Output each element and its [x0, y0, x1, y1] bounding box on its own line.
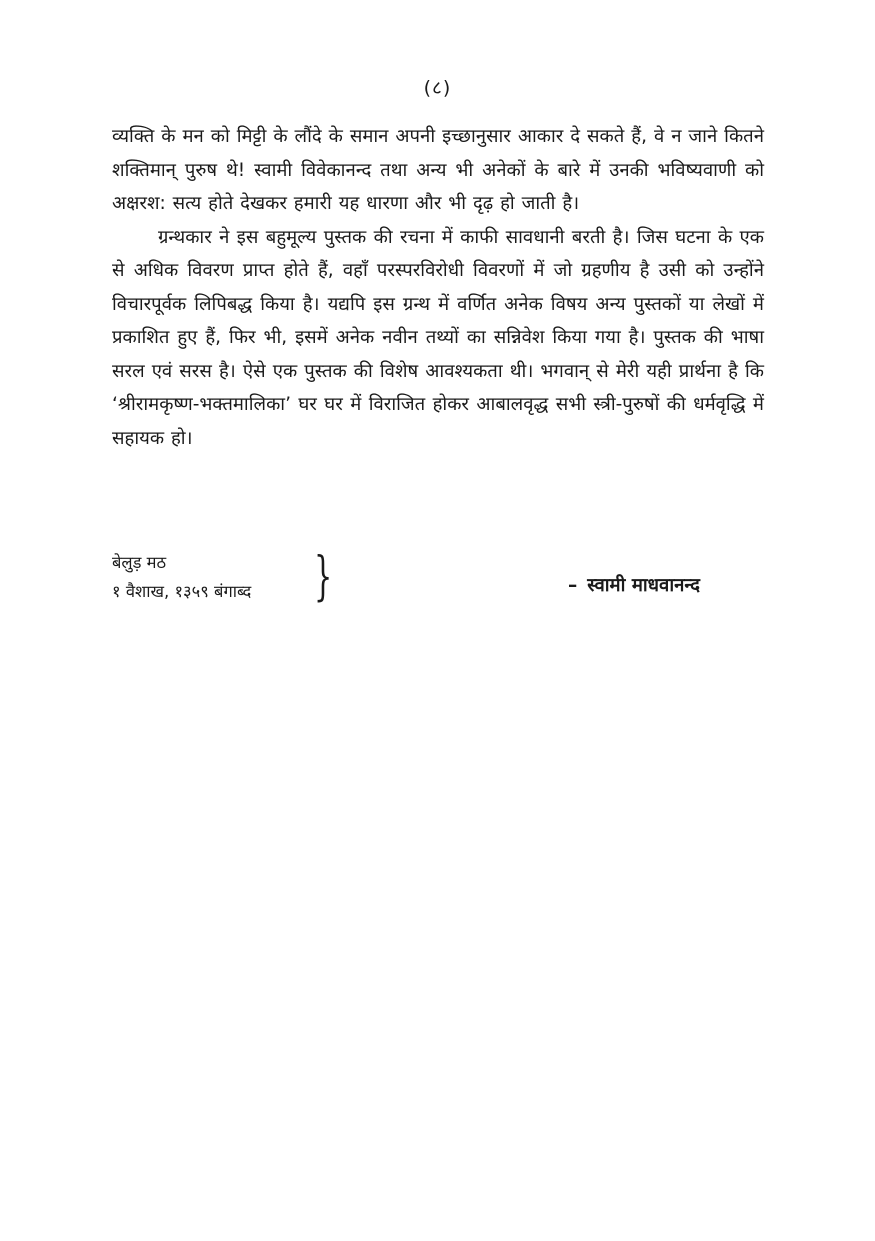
- page-number: (८): [423, 77, 452, 99]
- paragraph-1: व्यक्ति के मन को मिट्टी के लौंदे के समान अपनी इच्छानुसार आकार दे सकते हैं, वे न जाने कितने शक्तिमान् पुरुष थे! स्वामी विवेकानन्द तथा अन्य भी अनेकों के बारे में उनकी भविष्यवाणी को अक्षरश: सत्य होते देखकर हमारी यह धारणा और भी दृढ़ हो जाती है।: [112, 126, 764, 214]
- paragraph-2: ग्रन्थकार ने इस बहुमूल्य पुस्तक की रचना में काफी सावधानी बरती है। जिस घटना के एक से अधिक विवरण प्राप्त होते हैं, वहाँ परस्परविरोधी विवरणों में जो ग्रहणीय है उसी को उन्होंने विचारपूर्वक लिपिबद्ध किया है। यद्यपि इस ग्रन्थ में वर्णित अनेक विषय अन्य पुस्तकों या लेखों में प्रकाशित हुए हैं, फिर भी, इसमें अनेक नवीन तथ्यों का सन्निवेश किया गया है। पुस्तक की भाषा सरल एवं सरस है। ऐसे एक पुस्तक की विशेष आवश्यकता थी। भगवान् से मेरी यही प्रार्थना है कि ‘श्रीरामकृष्ण-भक्तमालिका’ घर घर में विराजित होकर आबालवृद्ध सभी स्त्री-पुरुषों की धर्मवृद्धि में सहायक हो।: [112, 226, 764, 449]
- signature-name: स्वामी माधवानन्द: [587, 575, 700, 596]
- place-date-block: [112, 548, 251, 606]
- date-line: १ वैशाख, १३५९ बंगाब्द: [112, 582, 252, 601]
- signature: [568, 572, 700, 597]
- signature-dash: –: [568, 575, 578, 596]
- place-line: बेलुड़ मठ: [112, 553, 167, 572]
- curly-brace: }: [314, 547, 333, 607]
- body-text: [112, 120, 764, 455]
